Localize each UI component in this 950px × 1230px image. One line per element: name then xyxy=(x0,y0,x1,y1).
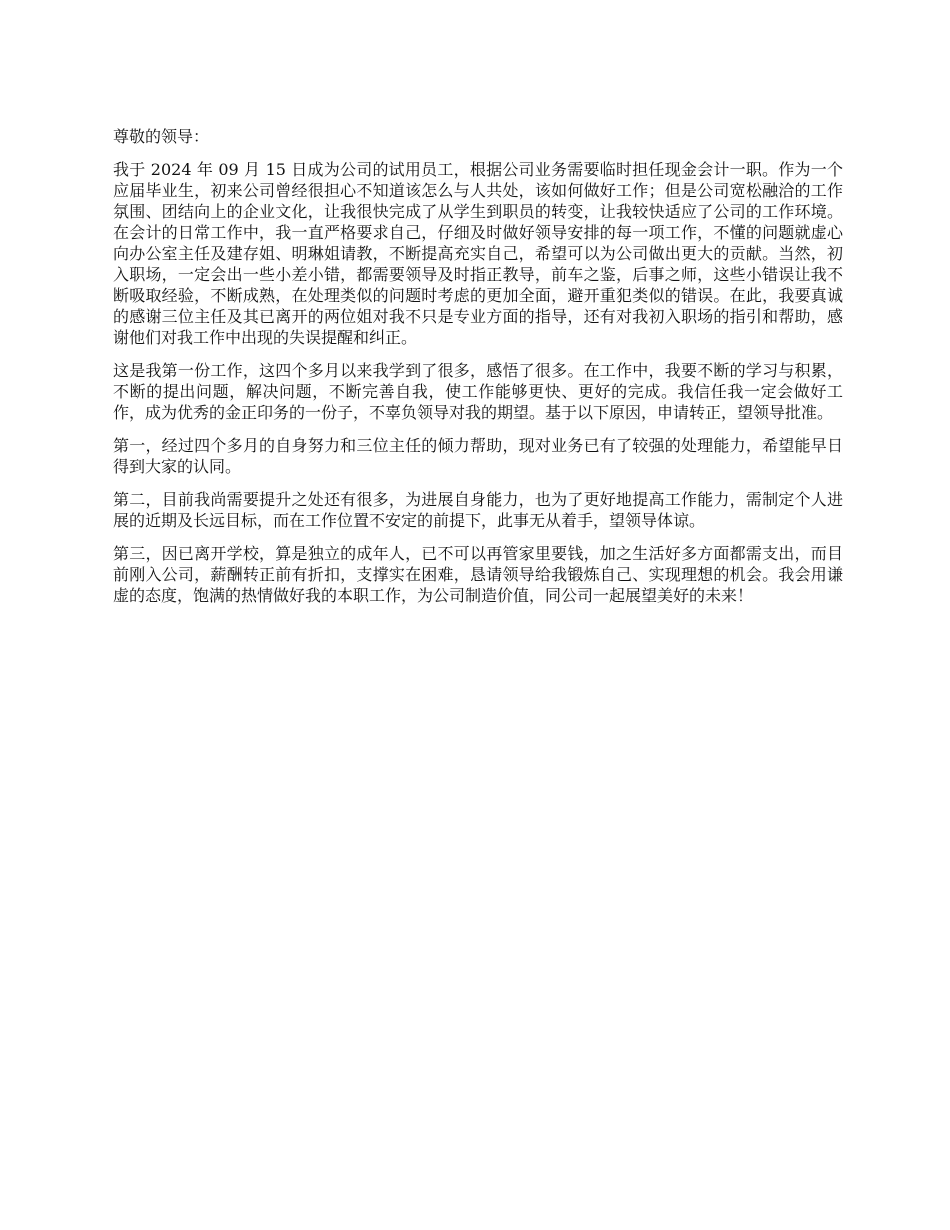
document-body xyxy=(113,126,843,618)
paragraph-reason-one: 第一，经过四个多月的自身努力和三位主任的倾力帮助，现对业务已有了较强的处理能力，希望能早日得到大家的认同。 xyxy=(113,436,843,476)
paragraph-intro: 我于 2024 年 09 月 15 日成为公司的试用员工，根据公司业务需要临时担任现金会计一职。作为一个应届毕业生，初来公司曾经很担心不知道该怎么与人共处，该如何做好工作；但是公司宽松融洽的工作氛围、团结向上的企业文化，让我很快完成了从学生到职员的转变，让我较快适应了公司的工作环境。在会计的日常工作中，我一直严格要求自己，仔细及时做好领导安排的每一项工作，不懂的问题就虚心向办公室主任及建存姐、明琳姐请教，不断提高充实自己，希望可以为公司做出更大的贡献。当然，初入职场，一定会出一些小差小错，都需要领导及时指正教导，前车之鉴，后事之师，这些小错误让我不断吸取经验，不断成熟，在处理类似的问题时考虑的更加全面，避开重犯类似的错误。在此，我要真诚的感谢三位主任及其已离开的两位姐对我不只是专业方面的指导，还有对我初入职场的指引和帮助，感谢他们对我工作中出现的失误提醒和纠正。 xyxy=(113,160,843,347)
paragraph-reason-three: 第三，因已离开学校，算是独立的成年人，已不可以再管家里要钱，加之生活好多方面都需支出，而目前刚入公司，薪酬转正前有折扣，支撑实在困难，恳请领导给我锻炼自己、实现理想的机会。我会用谦虚的态度，饱满的热情做好我的本职工作，为公司制造价值，同公司一起展望美好的未来！ xyxy=(113,544,843,605)
paragraph-first-job: 这是我第一份工作，这四个多月以来我学到了很多，感悟了很多。在工作中，我要不断的学习与积累，不断的提出问题，解决问题，不断完善自我，使工作能够更快、更好的完成。我信任我一定会做好工作，成为优秀的金正印务的一份子，不辜负领导对我的期望。基于以下原因，申请转正，望领导批准。 xyxy=(113,361,843,422)
salutation: 尊敬的领导： xyxy=(113,127,210,146)
paragraph-reason-two: 第二，目前我尚需要提升之处还有很多，为进展自身能力，也为了更好地提高工作能力，需制定个人进展的近期及长远目标，而在工作位置不安定的前提下，此事无从着手，望领导体谅。 xyxy=(113,490,843,530)
